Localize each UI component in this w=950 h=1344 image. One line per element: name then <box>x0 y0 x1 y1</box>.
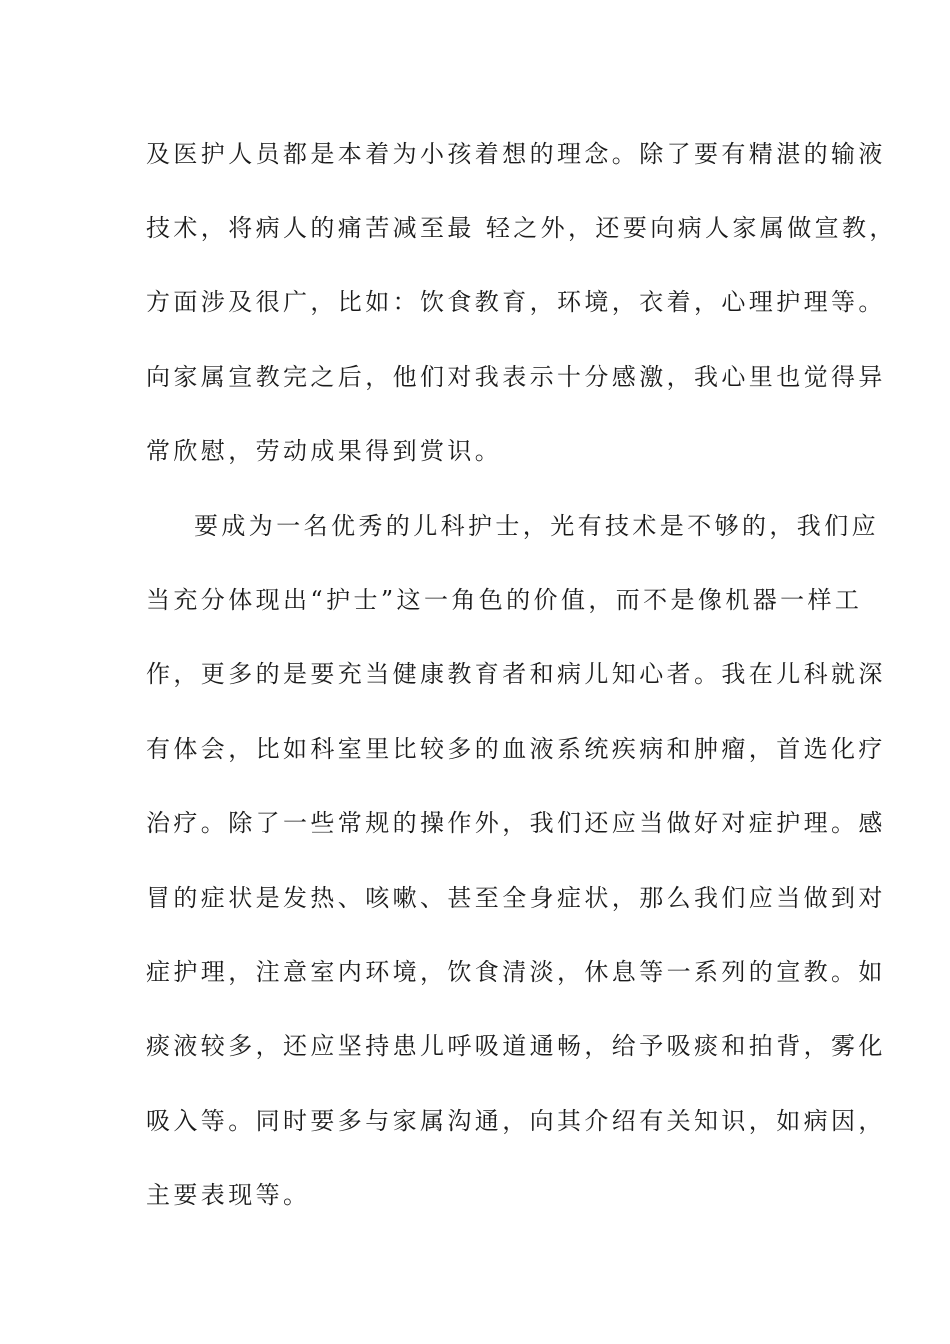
text-line: 及医护人员都是本着为小孩着想的理念。除了要有精湛的输液 <box>146 140 886 168</box>
text-line: 方面涉及很广，比如：饮食教育，环境，衣着，心理护理等。 <box>146 288 886 316</box>
text-line: 冒的症状是发热、咳嗽、甚至全身症状，那么我们应当做到对 <box>146 884 886 912</box>
text-line: 痰液较多，还应坚持患儿呼吸道通畅，给予吸痰和拍背，雾化 <box>146 1032 886 1060</box>
text-line: 治疗。除了一些常规的操作外，我们还应当做好对症护理。感 <box>146 809 886 837</box>
text-line: 主要表现等。 <box>146 1181 311 1209</box>
text-line: 症护理，注意室内环境，饮食清淡，休息等一系列的宣教。如 <box>146 958 886 986</box>
text-line: 吸入等。同时要多与家属沟通，向其介绍有关知识，如病因， <box>146 1107 886 1135</box>
text-line: 常欣慰，劳动成果得到赏识。 <box>146 437 503 465</box>
paragraph-first-line: 要成为一名优秀的儿科护士，光有技术是不够的，我们应 <box>194 512 879 540</box>
text-line: 作，更多的是要充当健康教育者和病儿知心者。我在儿科就深 <box>146 660 886 688</box>
text-line: 当充分体现出“护士”这一角色的价值，而不是像机器一样工 <box>146 586 863 614</box>
text-line: 有体会，比如科室里比较多的血液系统疾病和肿瘤，首选化疗 <box>146 735 886 763</box>
text-line: 技术，将病人的痛苦减至最 轻之外，还要向病人家属做宣教， <box>146 214 897 242</box>
text-line: 向家属宣教完之后，他们对我表示十分感激，我心里也觉得异 <box>146 363 886 391</box>
